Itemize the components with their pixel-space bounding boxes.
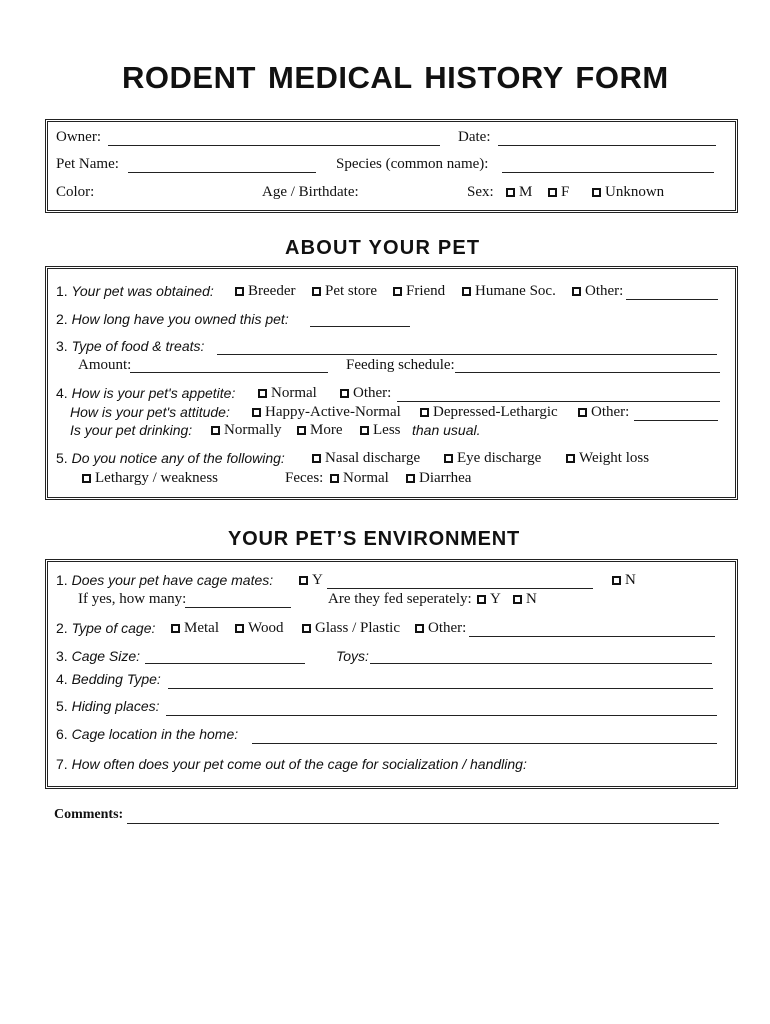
option-pet-store[interactable]: Pet store xyxy=(312,283,377,300)
about-q5: 5. Do you notice any of the following: xyxy=(56,450,285,466)
owned-duration-field[interactable] xyxy=(310,326,410,327)
sex-unknown-option[interactable]: Unknown xyxy=(592,184,664,201)
cage-mates-yes-option[interactable]: Y xyxy=(299,572,323,589)
attitude-other-field[interactable] xyxy=(634,420,718,421)
checkbox-icon[interactable] xyxy=(302,624,311,633)
nasal-discharge-option[interactable]: Nasal discharge xyxy=(312,450,420,467)
appetite-other-field[interactable] xyxy=(397,401,720,402)
bedding-field[interactable] xyxy=(168,688,713,689)
fed-no-option[interactable]: N xyxy=(513,591,537,608)
page-title: RODENT MEDICAL HISTORY FORM xyxy=(122,60,669,95)
age-label: Age / Birthdate: xyxy=(262,184,359,200)
cage-metal-option[interactable]: Metal xyxy=(171,620,219,637)
date-label: Date: xyxy=(458,129,491,145)
drinking-suffix: than usual. xyxy=(412,422,481,438)
cage-other-field[interactable] xyxy=(469,636,715,637)
about-q3: 3. Type of food & treats: xyxy=(56,338,205,354)
drinking-more-option[interactable]: More xyxy=(297,422,343,439)
checkbox-icon[interactable] xyxy=(299,576,308,585)
checkbox-icon[interactable] xyxy=(340,389,349,398)
comments-label: Comments: xyxy=(54,807,124,822)
owner-field[interactable] xyxy=(108,145,440,146)
checkbox-icon[interactable] xyxy=(506,188,515,197)
checkbox-icon[interactable] xyxy=(462,287,471,296)
option-humane-soc[interactable]: Humane Soc. xyxy=(462,283,556,300)
cage-location-field[interactable] xyxy=(252,743,717,744)
checkbox-icon[interactable] xyxy=(252,408,261,417)
feeding-label: Feeding schedule: xyxy=(346,357,455,373)
feces-diarrhea-option[interactable]: Diarrhea xyxy=(406,470,471,487)
env-q7: 7. How often does your pet come out of the cage for socialization / handling: xyxy=(56,756,527,772)
checkbox-icon[interactable] xyxy=(415,624,424,633)
feces-normal-option[interactable]: Normal xyxy=(330,470,389,487)
pet-name-field[interactable] xyxy=(128,172,316,173)
checkbox-icon[interactable] xyxy=(572,287,581,296)
drinking-normally-option[interactable]: Normally xyxy=(211,422,282,439)
comments-field[interactable] xyxy=(127,823,719,824)
fed-yes-option[interactable]: Y xyxy=(477,591,501,608)
env-q3: 3. Cage Size: xyxy=(56,648,141,664)
checkbox-icon[interactable] xyxy=(211,426,220,435)
env-q5: 5. Hiding places: xyxy=(56,698,160,714)
eye-discharge-option[interactable]: Eye discharge xyxy=(444,450,541,467)
sex-label: Sex: xyxy=(467,184,494,200)
species-label: Species (common name): xyxy=(336,156,489,172)
checkbox-icon[interactable] xyxy=(393,287,402,296)
env-q1: 1. Does your pet have cage mates: xyxy=(56,572,274,588)
checkbox-icon[interactable] xyxy=(360,426,369,435)
feces-label: Feces: xyxy=(285,470,324,486)
fed-separately-label: Are they fed seperately: xyxy=(328,591,472,607)
owner-label: Owner: xyxy=(56,129,101,145)
checkbox-icon[interactable] xyxy=(548,188,557,197)
toys-label: Toys: xyxy=(336,648,369,664)
checkbox-icon[interactable] xyxy=(312,287,321,296)
cage-mates-field[interactable] xyxy=(327,588,593,589)
env-q2: 2. Type of cage: xyxy=(56,620,156,636)
env-q4: 4. Bedding Type: xyxy=(56,671,161,687)
cage-size-field[interactable] xyxy=(145,663,305,664)
checkbox-icon[interactable] xyxy=(612,576,621,585)
attitude-other-option[interactable]: Other: xyxy=(578,404,629,421)
lethargy-option[interactable]: Lethargy / weakness xyxy=(82,470,218,487)
checkbox-icon[interactable] xyxy=(406,474,415,483)
food-field[interactable] xyxy=(217,354,717,355)
toys-field[interactable] xyxy=(370,663,712,664)
checkbox-icon[interactable] xyxy=(82,474,91,483)
cage-wood-option[interactable]: Wood xyxy=(235,620,283,637)
amount-label: Amount: xyxy=(78,357,132,373)
attitude-depressed-option[interactable]: Depressed-Lethargic xyxy=(420,404,558,421)
feeding-field[interactable] xyxy=(455,372,720,373)
how-many-label: If yes, how many: xyxy=(78,591,187,607)
species-field[interactable] xyxy=(502,172,714,173)
checkbox-icon[interactable] xyxy=(258,389,267,398)
checkbox-icon[interactable] xyxy=(566,454,575,463)
pet-name-label: Pet Name: xyxy=(56,156,119,172)
cage-mates-no-option[interactable]: N xyxy=(612,572,636,589)
checkbox-icon[interactable] xyxy=(171,624,180,633)
cage-glass-option[interactable]: Glass / Plastic xyxy=(302,620,400,637)
env-q6: 6. Cage location in the home: xyxy=(56,726,239,742)
option-other[interactable]: Other: xyxy=(572,283,623,300)
appetite-other-option[interactable]: Other: xyxy=(340,385,391,402)
hiding-field[interactable] xyxy=(166,715,717,716)
checkbox-icon[interactable] xyxy=(477,595,486,604)
sex-f-option[interactable]: F xyxy=(548,184,569,201)
cage-other-option[interactable]: Other: xyxy=(415,620,466,637)
option-friend[interactable]: Friend xyxy=(393,283,445,300)
option-breeder[interactable]: Breeder xyxy=(235,283,295,300)
checkbox-icon[interactable] xyxy=(513,595,522,604)
obtained-other-field[interactable] xyxy=(626,299,718,300)
color-label: Color: xyxy=(56,184,95,200)
appetite-normal-option[interactable]: Normal xyxy=(258,385,317,402)
checkbox-icon[interactable] xyxy=(330,474,339,483)
amount-field[interactable] xyxy=(130,372,328,373)
checkbox-icon[interactable] xyxy=(578,408,587,417)
about-q2: 2. How long have you owned this pet: xyxy=(56,311,289,327)
how-many-field[interactable] xyxy=(185,607,291,608)
sex-m-option[interactable]: M xyxy=(506,184,532,201)
checkbox-icon[interactable] xyxy=(420,408,429,417)
drinking-question: Is your pet drinking: xyxy=(70,422,193,438)
environment-heading: YOUR PET’S ENVIRONMENT xyxy=(228,528,521,550)
weight-loss-option[interactable]: Weight loss xyxy=(566,450,649,467)
checkbox-icon[interactable] xyxy=(235,287,244,296)
date-field[interactable] xyxy=(498,145,716,146)
attitude-question: How is your pet's attitude: xyxy=(70,404,230,420)
checkbox-icon[interactable] xyxy=(444,454,453,463)
checkbox-icon[interactable] xyxy=(235,624,244,633)
drinking-less-option[interactable]: Less xyxy=(360,422,401,439)
checkbox-icon[interactable] xyxy=(592,188,601,197)
about-q1: 1. Your pet was obtained: xyxy=(56,283,214,299)
checkbox-icon[interactable] xyxy=(297,426,306,435)
checkbox-icon[interactable] xyxy=(312,454,321,463)
about-heading: ABOUT YOUR PET xyxy=(285,237,481,259)
about-q4: 4. How is your pet's appetite: xyxy=(56,385,236,401)
attitude-happy-option[interactable]: Happy-Active-Normal xyxy=(252,404,401,421)
